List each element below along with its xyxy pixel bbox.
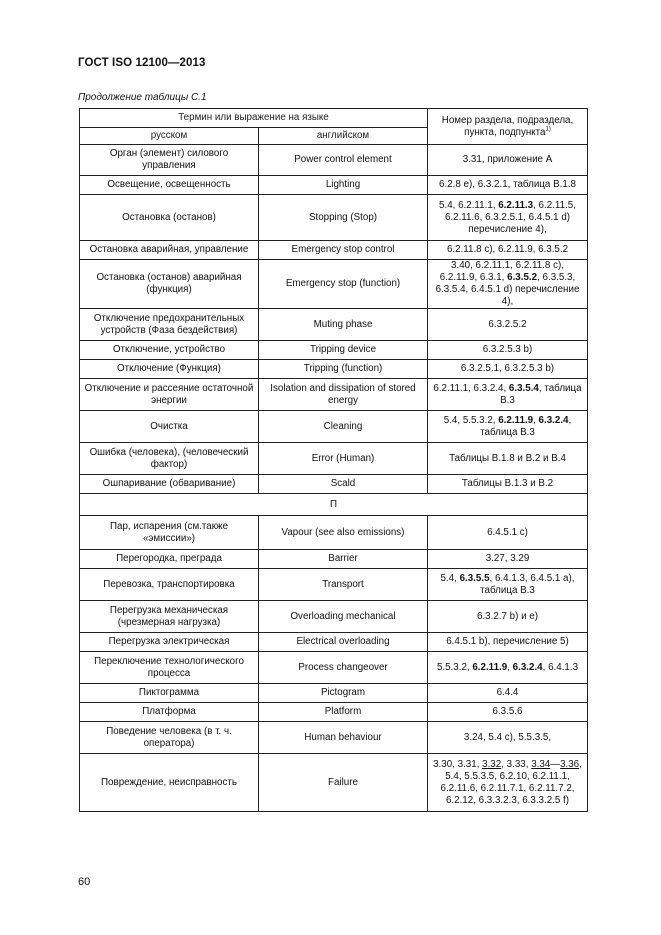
reference-part: , 5.4, 5.5.3.5, 6.2.10, 6.2.11.1, 6.2.11.6, 6.2.11.7.1, 6.2.11.7.2, 6.2.12, 6.3.3.2.3, 6.3.3.2.5 f) (440, 758, 582, 806)
term-english: Platform (259, 703, 428, 722)
section-reference (428, 241, 588, 260)
section-reference (428, 550, 588, 569)
section-reference (428, 443, 588, 475)
reference-part: 6.3.5.4 (508, 382, 539, 394)
section-reference (428, 176, 588, 195)
reference-part: 6.4.4 (496, 687, 519, 698)
term-russian: Остановка (останов) (80, 195, 259, 241)
term-russian: Пиктограмма (80, 684, 259, 703)
term-english: Cleaning (259, 411, 428, 443)
table-row (80, 195, 588, 241)
reference-part: 5.4, (440, 572, 460, 584)
term-russian: Ошибка (человека), (человеческий фактор) (80, 443, 259, 475)
term-english: Stopping (Stop) (259, 195, 428, 241)
term-russian: Очистка (80, 411, 259, 443)
term-english: Power control element (259, 145, 428, 176)
section-reference (428, 754, 588, 812)
term-russian: Освещение, освещенность (80, 176, 259, 195)
term-english: Muting phase (259, 309, 428, 341)
reference-part: 3.31, приложение А (462, 154, 553, 165)
reference-part: , 6.3.5.3, 6.3.5.4, 6.4.5.1 d) перечисление 4), (435, 272, 580, 307)
reference-part: 6.4.5.1 b), перечисление 5) (446, 636, 569, 647)
table-row (80, 703, 588, 722)
term-russian: Орган (элемент) силового управления (80, 145, 259, 176)
section-reference (428, 341, 588, 360)
table-row (80, 684, 588, 703)
section-reference (428, 516, 588, 550)
term-russian: Платформа (80, 703, 259, 722)
term-russian: Остановка аварийная, управление (80, 241, 259, 260)
term-english: Emergency stop (function) (259, 260, 428, 309)
reference-part: 6.3.2.7 b) и e) (476, 610, 539, 622)
table-row (80, 443, 588, 475)
table-row (80, 241, 588, 260)
table-row (80, 260, 588, 309)
reference-part: 6.3.2.5.1, 6.3.2.5.3 b) (460, 363, 555, 374)
reference-part: 3.24, 5.4 c), 5.5.3.5, (463, 731, 552, 743)
table-row (80, 516, 588, 550)
term-english: Error (Human) (259, 443, 428, 475)
term-russian: Переключение технологического процесса (80, 652, 259, 684)
table-row (80, 722, 588, 754)
term-english: Emergency stop control (259, 241, 428, 260)
reference-part: , таблица В.3 (500, 382, 582, 406)
section-reference (428, 360, 588, 379)
reference-part: , 6.4.1.3, 6.4.5.1 a), таблица В.3 (480, 572, 575, 596)
reference-part: , 6.4.1.3 (542, 661, 579, 673)
header-english: английском (259, 128, 428, 145)
section-reference (428, 411, 588, 443)
term-russian: Перевозка, транспортировка (80, 569, 259, 601)
reference-part: 6.2.11.1, 6.3.2.4, (433, 382, 509, 394)
term-russian: Повреждение, неисправность (80, 754, 259, 812)
reference-part: 3.32 (482, 758, 502, 770)
table-row (80, 475, 588, 494)
reference-part: 6.4.5.1 c) (487, 526, 528, 538)
term-russian: Отключение предохранительных устройств (Фаза бездействия) (80, 309, 259, 341)
reference-part: 6.2.11.9 (498, 414, 534, 426)
reference-part: 5.4, 5.5.3.2, (443, 414, 499, 426)
table-row (80, 176, 588, 195)
term-russian: Отключение, устройство (80, 341, 259, 360)
reference-part: 6.3.2.5.3 b) (482, 344, 533, 355)
section-reference (428, 195, 588, 241)
term-russian: Пар, испарения (см.также «эмиссии») (80, 516, 259, 550)
term-english: Electrical overloading (259, 633, 428, 652)
table-row (80, 145, 588, 176)
term-english: Human behaviour (259, 722, 428, 754)
reference-part: 3.30, 3.31, (433, 758, 483, 770)
table-caption: Продолжение таблицы С.1 (78, 92, 207, 103)
term-english: Scald (259, 475, 428, 494)
term-english: Tripping (function) (259, 360, 428, 379)
term-english: Tripping device (259, 341, 428, 360)
document-header: ГОСТ ISO 12100—2013 (78, 57, 206, 69)
reference-part: 6.2.11.3 (498, 199, 534, 211)
reference-part: , 3.33, (501, 758, 532, 770)
reference-part: 3.36 (560, 758, 580, 770)
term-english: Overloading mechanical (259, 601, 428, 633)
footnote-marker: 1) (545, 126, 551, 133)
term-russian: Перегрузка механическая (чрезмерная нагрузка) (80, 601, 259, 633)
reference-part: 5.4, 6.2.11.1, (439, 199, 499, 211)
table-row (80, 360, 588, 379)
reference-part: 6.3.2.5.2 (488, 318, 527, 330)
section-reference (428, 703, 588, 722)
section-reference (428, 309, 588, 341)
reference-part: 6.3.5.6 (492, 706, 523, 717)
table-row (80, 569, 588, 601)
terms-table (79, 108, 588, 812)
section-reference (428, 722, 588, 754)
section-letter-row: П (80, 494, 588, 516)
table-row (80, 754, 588, 812)
table-row (80, 309, 588, 341)
reference-part: 3.34 (531, 758, 551, 770)
section-reference (428, 475, 588, 494)
reference-part: 3.27, 3.29 (485, 553, 530, 564)
section-reference (428, 601, 588, 633)
table-row (80, 550, 588, 569)
term-russian: Ошпаривание (обваривание) (80, 475, 259, 494)
header-russian: русском (80, 128, 259, 145)
reference-part: — (550, 758, 561, 770)
section-reference (428, 652, 588, 684)
table-row (80, 601, 588, 633)
term-english: Transport (259, 569, 428, 601)
term-english: Isolation and dissipation of stored energy (259, 379, 428, 411)
table-row (80, 379, 588, 411)
reference-part: Таблицы В.1.8 и В.2 и В.4 (449, 452, 566, 464)
table-row (80, 411, 588, 443)
section-reference (428, 569, 588, 601)
section-reference (428, 145, 588, 176)
reference-part: , таблица В.3 (480, 414, 572, 438)
reference-part: 6.2.11.8 c), 6.2.11.9, 6.3.5.2 (446, 244, 569, 255)
term-russian: Поведение человека (в т. ч. оператора) (80, 722, 259, 754)
reference-part: 6.3.5.2 (507, 272, 538, 283)
table-row (80, 652, 588, 684)
reference-part: 6.3.2.4 (512, 661, 543, 673)
term-russian: Отключение (Функция) (80, 360, 259, 379)
reference-part: , 6.2.11.5, 6.2.11.6, 6.3.2.5.1, 6.4.5.1 d) перечисление 4), (444, 199, 576, 235)
reference-part: 6.3.2.4 (538, 414, 569, 426)
term-english: Pictogram (259, 684, 428, 703)
section-reference (428, 633, 588, 652)
section-reference (428, 379, 588, 411)
table-row (80, 341, 588, 360)
reference-part: 6.2.11.9 (472, 661, 508, 673)
term-english: Lighting (259, 176, 428, 195)
term-english: Vapour (see also emissions) (259, 516, 428, 550)
reference-part: 5.5.3.2, (436, 661, 473, 673)
term-russian: Отключение и рассеяние остаточной энергии (80, 379, 259, 411)
reference-part: , (533, 414, 539, 426)
term-russian: Остановка (останов) аварийная (функция) (80, 260, 259, 309)
section-reference (428, 684, 588, 703)
term-english: Barrier (259, 550, 428, 569)
reference-part: 3.40, 6.2.11.1, 6.2.11.8 c), 6.2.11.9, 6.3.1, (439, 260, 564, 283)
term-russian: Перегрузка электрическая (80, 633, 259, 652)
page-number: 60 (78, 876, 91, 888)
header-term: Термин или выражение на языке (80, 109, 428, 128)
reference-part: 6.2.8 е), 6.3.2.1, таблица В.1.8 (439, 179, 576, 190)
reference-part: , (507, 661, 513, 673)
term-english: Failure (259, 754, 428, 812)
term-english: Process changeover (259, 652, 428, 684)
section-reference (428, 260, 588, 309)
header-section-number: Номер раздела, подраздела, пункта, подпункта$^{1)}$ (428, 109, 588, 145)
reference-part: Таблицы В.1.3 и В.2 (461, 478, 554, 489)
term-russian: Перегородка, преграда (80, 550, 259, 569)
table-row (80, 633, 588, 652)
reference-part: 6.3.5.5 (459, 572, 490, 584)
